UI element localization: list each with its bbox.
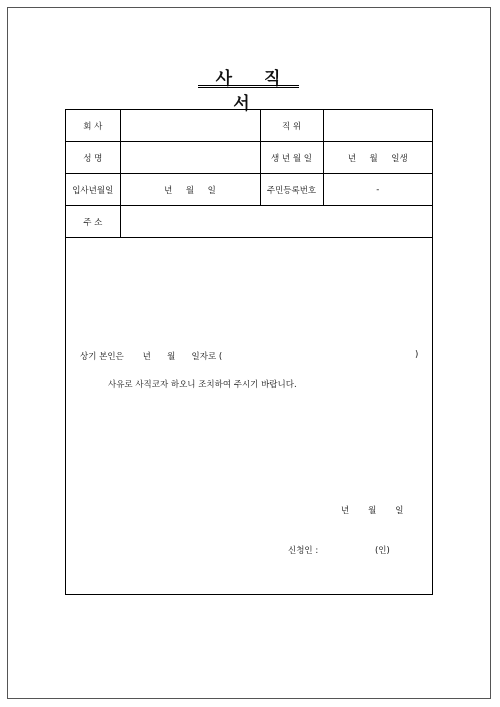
table-row (66, 142, 432, 174)
statement-line-1: 상기 본인은 년 월 일자로 ( (80, 352, 223, 362)
hire-date-field[interactable]: 년 월 일 (120, 174, 260, 206)
label-company: 회 사 (66, 110, 120, 142)
company-field[interactable] (120, 110, 260, 142)
label-resident-number: 주민등록번호 (260, 174, 323, 206)
title-underline (198, 85, 299, 86)
name-field[interactable] (120, 142, 260, 174)
address-field[interactable] (120, 206, 432, 238)
position-field[interactable] (323, 110, 432, 142)
label-birthdate: 생 년 월 일 (260, 142, 323, 174)
resident-number-field[interactable]: - (323, 174, 432, 206)
document-title: 사 직 서 (215, 69, 294, 114)
applicant-signature: 신청인 : (인) (288, 546, 390, 556)
signature-date: 년 월 일 (341, 506, 404, 516)
table-row (66, 174, 432, 206)
statement-line-2: 사유로 사직코자 하오니 조치하여 주시기 바랍니다. (108, 380, 297, 390)
statement-close-paren: ) (415, 350, 419, 360)
info-table (66, 110, 432, 238)
label-address: 주 소 (66, 206, 120, 238)
table-row (66, 110, 432, 142)
resignation-form (65, 109, 433, 595)
birthdate-field[interactable]: 년 월 일생 (323, 142, 432, 174)
label-position: 직 위 (260, 110, 323, 142)
table-row (66, 206, 432, 238)
label-name: 성 명 (66, 142, 120, 174)
title-underline-double (198, 87, 299, 88)
label-hire-date: 입사년월일 (66, 174, 120, 206)
